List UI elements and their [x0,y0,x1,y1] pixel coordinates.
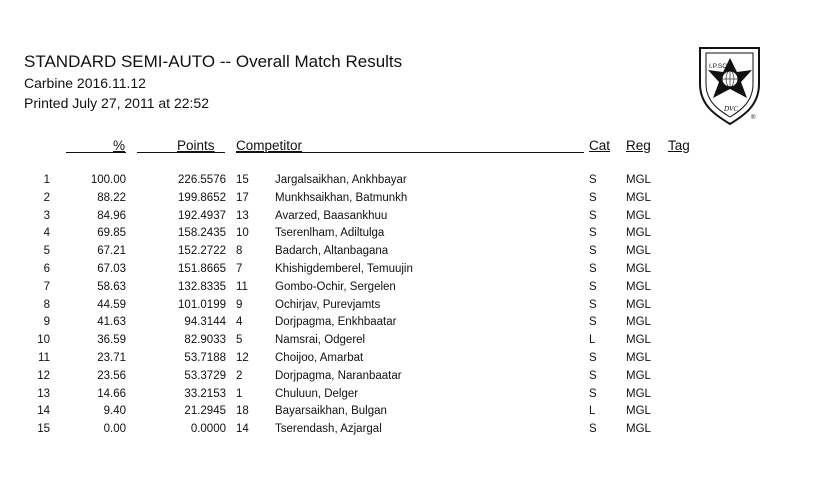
competitor-number-cell: 14 [236,423,249,436]
competitor-name-cell: Choijoo, Amarbat [275,352,364,364]
category-cell: L [589,334,596,347]
percent-cell: 9.40 [103,405,126,418]
region-cell: MGL [626,387,651,400]
percent-cell: 36.59 [97,334,126,347]
place-cell: 1 [43,174,50,186]
region-cell: MGL [626,334,651,347]
category-cell: S [589,316,597,329]
region-cell: MGL [626,352,651,364]
place-cell: 15 [37,423,50,436]
place-cell: 11 [38,352,50,364]
percent-cell: 67.03 [97,263,126,275]
region-cell: MGL [626,227,651,240]
points-cell: 152.2722 [178,245,226,258]
logo-text-bottom: DVC [724,105,738,113]
competitor-name-cell: Avarzed, Baasankhuu [275,209,388,222]
competitor-number-cell: 2 [236,369,243,382]
logo-text-top: I.P.SC. [709,63,729,70]
table-row [0,227,816,245]
competitor-number-cell: 12 [236,352,249,364]
logo-registered: ® [751,115,756,121]
competitor-name-cell: Khishigdemberel, Temuujin [275,263,413,275]
percent-cell: 41.63 [97,316,126,329]
table-row [0,192,816,210]
competitor-name-cell: Chuluun, Delger [275,387,359,400]
col-points: Points [177,138,215,153]
category-cell: S [589,191,597,204]
region-cell: MGL [626,263,651,275]
table-row [0,352,816,370]
percent-cell: 14.66 [97,387,126,400]
region-cell: MGL [626,245,651,258]
competitor-name-cell: Namsrai, Odgerel [275,334,366,347]
table-row [0,210,816,228]
points-cell: 158.2435 [178,227,226,240]
category-cell: S [589,369,597,382]
points-cell: 0.0000 [190,423,226,436]
points-cell: 33.2153 [184,387,226,400]
table-row [0,174,816,192]
competitor-name-cell: Ochirjav, Purevjamts [275,298,381,311]
match-name: Carbine 2016.11.12 [24,75,146,91]
place-cell: 5 [43,245,50,258]
points-cell: 199.8652 [178,191,226,204]
percent-cell: 88.22 [97,191,126,204]
table-row [0,405,816,423]
percent-cell: 23.71 [97,352,126,364]
table-row [0,245,816,263]
place-cell: 6 [43,263,50,275]
competitor-name-cell: Tserenlham, Adiltulga [275,227,385,240]
competitor-number-cell: 11 [236,280,248,293]
table-row [0,316,816,334]
category-cell: S [589,280,597,293]
competitor-number-cell: 18 [236,405,249,418]
table-row [0,299,816,317]
points-cell: 132.8335 [178,280,226,293]
place-cell: 3 [43,209,50,222]
percent-cell: 100.00 [90,174,126,186]
place-cell: 13 [37,387,50,400]
table-row [0,281,816,299]
region-cell: MGL [626,369,651,382]
region-cell: MGL [626,191,651,204]
points-cell: 192.4937 [178,209,226,222]
category-cell: S [589,298,597,311]
percent-cell: 58.63 [97,280,126,293]
competitor-name-cell: Dorjpagma, Naranbaatar [275,369,402,382]
table-row [0,388,816,406]
competitor-number-cell: 7 [236,263,243,275]
region-cell: MGL [626,316,651,329]
points-cell: 82.9033 [184,334,226,347]
points-cell: 53.7188 [184,352,226,364]
category-cell: L [589,405,596,418]
competitor-number-cell: 4 [236,316,243,329]
percent-cell: 44.59 [97,298,126,311]
competitor-number-cell: 1 [236,387,243,400]
competitor-number-cell: 15 [236,174,249,186]
col-competitor: Competitor [236,138,303,153]
place-cell: 9 [43,316,50,329]
category-cell: S [589,209,597,222]
percent-cell: 23.56 [97,369,126,382]
table-row [0,423,816,441]
competitor-name-cell: Jargalsaikhan, Ankhbayar [275,174,407,186]
category-cell: S [589,423,597,436]
category-cell: S [589,227,597,240]
percent-cell: 67.21 [97,245,126,258]
table-row [0,263,816,281]
printed-date: Printed July 27, 2011 at 22:52 [24,95,209,111]
col-cat: Cat [589,138,611,153]
region-cell: MGL [626,405,651,418]
place-cell: 2 [43,191,50,204]
region-cell: MGL [626,174,651,186]
points-cell: 21.2945 [184,405,226,418]
category-cell: S [589,352,597,364]
competitor-number-cell: 8 [236,245,243,258]
region-cell: MGL [626,423,651,436]
table-row [0,334,816,352]
points-cell: 94.3144 [184,316,226,329]
category-cell: S [589,387,597,400]
competitor-name-cell: Badarch, Altanbagana [275,245,389,258]
place-cell: 4 [43,227,50,240]
category-cell: S [589,245,597,258]
points-cell: 53.3729 [184,369,226,382]
col-reg: Reg [626,138,651,153]
competitor-name-cell: Gombo-Ochir, Sergelen [275,280,396,293]
category-cell: S [589,263,597,275]
col-tag: Tag [668,138,690,153]
category-cell: S [589,174,597,186]
place-cell: 10 [37,334,50,347]
competitor-name-cell: Dorjpagma, Enkhbaatar [275,316,397,329]
competitor-name-cell: Tserendash, Azjargal [275,423,382,436]
percent-cell: 69.85 [97,227,126,240]
competitor-number-cell: 9 [236,298,243,311]
place-cell: 7 [43,280,50,293]
region-cell: MGL [626,280,651,293]
region-cell: MGL [626,209,651,222]
competitor-number-cell: 13 [236,209,249,222]
points-cell: 101.0199 [178,298,226,311]
points-cell: 226.5576 [178,174,226,186]
place-cell: 8 [43,298,50,311]
place-cell: 12 [37,369,50,382]
competitor-name-cell: Munkhsaikhan, Batmunkh [275,191,408,204]
competitor-number-cell: 17 [236,191,249,204]
competitor-number-cell: 5 [236,334,243,347]
table-row [0,370,816,388]
percent-cell: 0.00 [103,423,126,436]
page-title: STANDARD SEMI-AUTO -- Overall Match Results [24,52,403,71]
points-cell: 151.8665 [178,263,226,275]
competitor-name-cell: Bayarsaikhan, Bulgan [275,405,387,418]
competitor-number-cell: 10 [236,227,249,240]
ipsc-logo [697,44,767,126]
place-cell: 14 [37,405,50,418]
region-cell: MGL [626,298,651,311]
percent-cell: 84.96 [97,209,126,222]
col-pct: % [113,138,126,153]
